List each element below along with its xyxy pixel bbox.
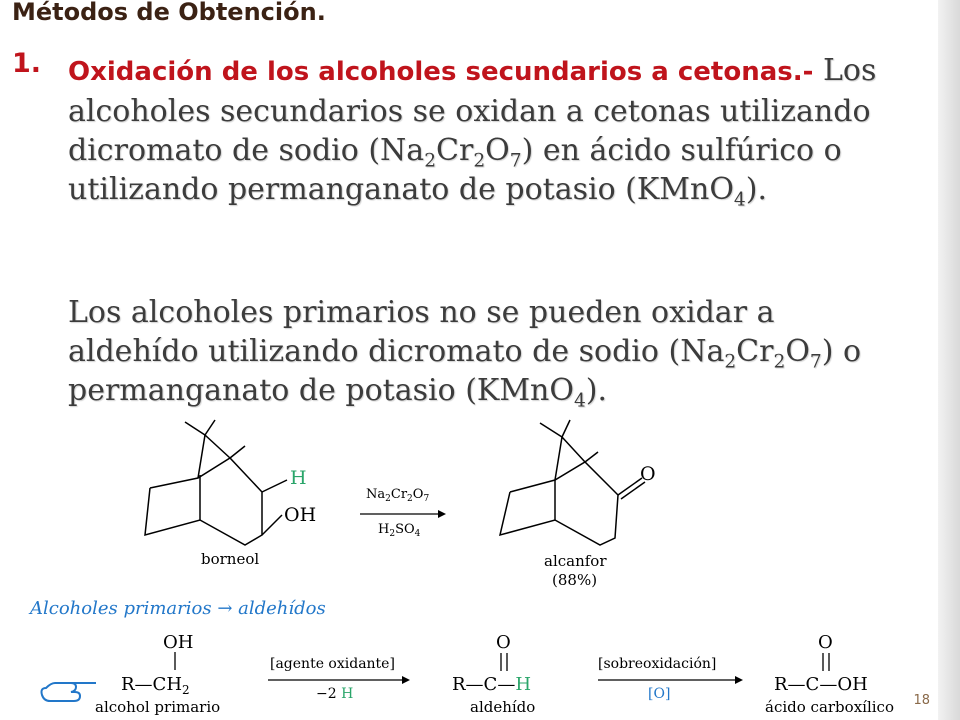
alcohol-oh-label: OH xyxy=(163,632,194,653)
aldehyde-name: aldehído xyxy=(470,698,536,716)
paragraph-text: ). xyxy=(585,373,608,408)
paragraph-title: Oxidación de los alcoholes secundarios a cetonas.- xyxy=(68,57,814,87)
slide-heading: Métodos de Obtención. xyxy=(12,0,326,26)
formula-dichromate: $Na_2Cr_2O_7$ xyxy=(380,133,522,172)
reaction1-reagents xyxy=(360,487,446,539)
paragraph-text: ). xyxy=(745,172,768,207)
borneol-structure xyxy=(145,420,287,545)
formula-permanganate: KMnO$_4$ xyxy=(476,373,586,412)
camphor-name: alcanfor xyxy=(544,552,607,570)
borneol-hydrogen-label: H xyxy=(290,467,307,489)
alcohol-formula: $R—CH_2$ xyxy=(121,674,190,697)
acid-oxygen-label: O xyxy=(818,632,833,653)
formula-permanganate: KMnO$_4$ xyxy=(636,172,746,211)
arrow1-label-bottom: −2 H xyxy=(316,686,354,702)
paragraph-text: ) o permanganato de potasio ( xyxy=(68,334,862,408)
reaction2-caption: Alcoholes primarios → aldehídos xyxy=(30,598,326,619)
aldehyde-formula: R—C—H xyxy=(452,674,532,695)
acid-formula: R—C—OH xyxy=(774,674,868,695)
formula-dichromate: $Na_2Cr_2O_7$ xyxy=(680,334,822,373)
borneol-oh-label: OH xyxy=(284,504,317,526)
arrow-head-icon xyxy=(438,510,446,518)
paragraph-text: ) en ácido sulfúrico o utilizando permanganato de potasio ( xyxy=(68,133,842,207)
arrow2-label-top: [sobreoxidación] xyxy=(598,656,717,672)
reagent-sulfuric-acid: $H_2SO_4$ xyxy=(378,522,421,539)
paragraph-text: Los alcoholes secundarios se oxidan a cetonas utilizando dicromato de sodio ( xyxy=(68,53,877,168)
camphor-structure xyxy=(500,420,645,545)
list-number: 1. xyxy=(12,48,42,79)
camphor-yield: (88%) xyxy=(552,571,598,589)
arrow-head-icon xyxy=(735,676,743,684)
reagent-dichromate: $Na_2Cr_2O_7$ xyxy=(366,487,430,504)
acid-name: ácido carboxílico xyxy=(765,698,894,716)
page-number: 18 xyxy=(913,693,930,708)
arrow2-label-bottom: [O] xyxy=(648,686,671,702)
arrow-head-icon xyxy=(402,676,410,684)
aldehyde-oxygen-label: O xyxy=(496,632,511,653)
alcohol-name: alcohol primario xyxy=(95,698,221,716)
borneol-name: borneol xyxy=(201,550,260,568)
paragraph-text: Los alcoholes primarios no se pueden oxidar a aldehído utilizando dicromato de sodio ( xyxy=(68,295,775,369)
hand-pointer-icon xyxy=(42,683,97,701)
camphor-oxygen-label: O xyxy=(640,463,656,485)
arrow1-label-top: [agente oxidante] xyxy=(270,656,395,672)
